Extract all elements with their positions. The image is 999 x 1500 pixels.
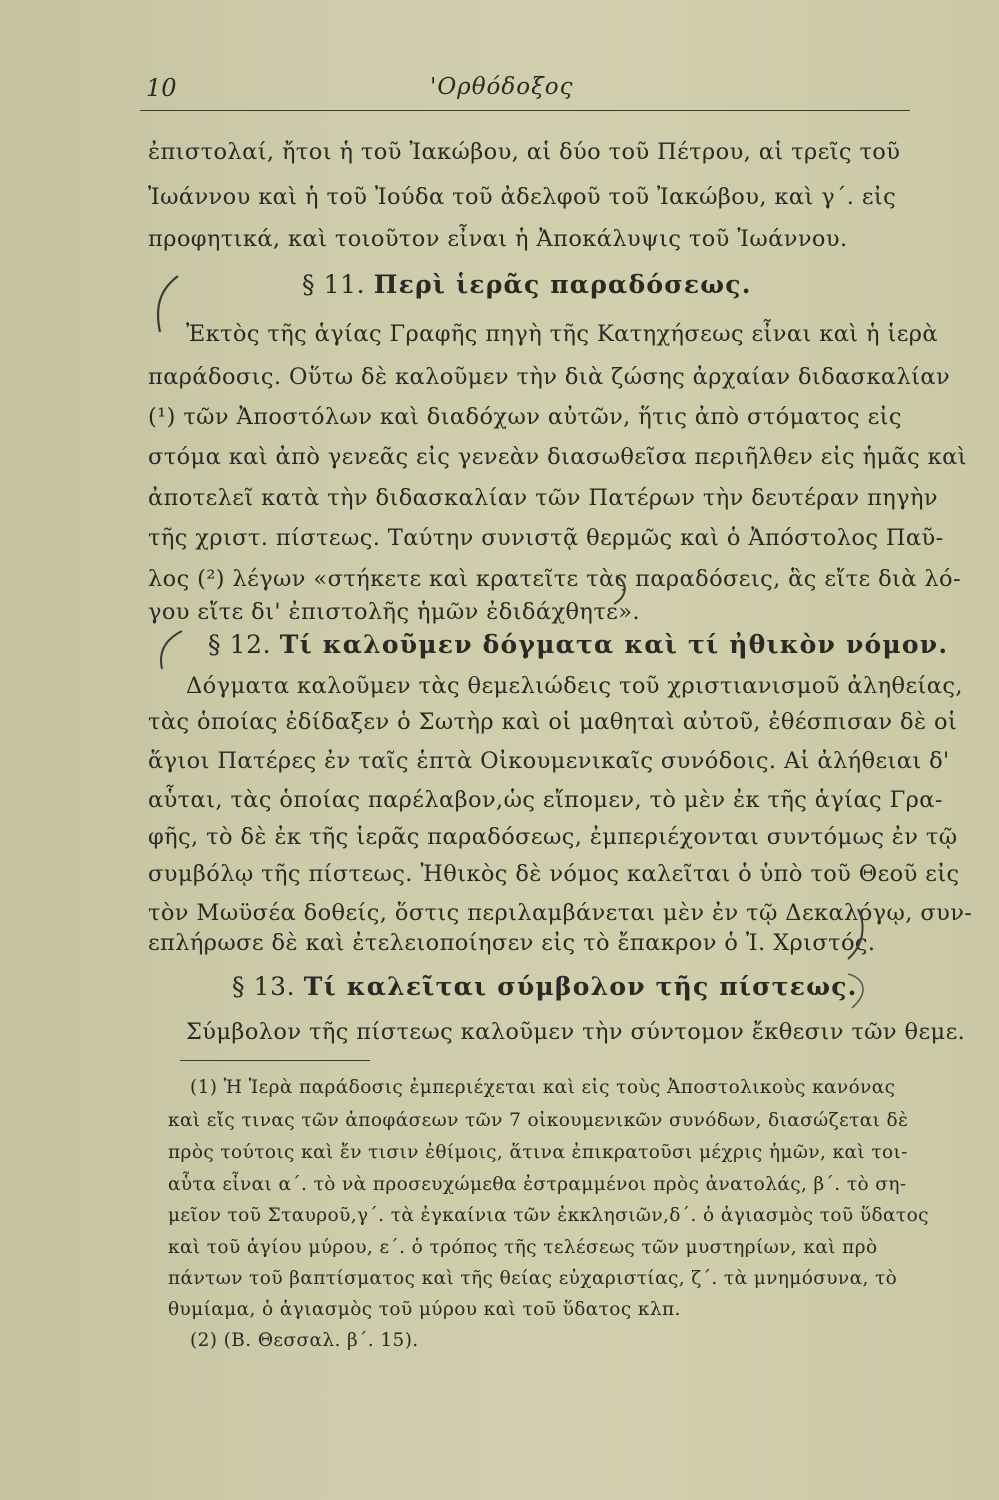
footnote-line: μεῖον τοῦ Σταυροῦ,γ΄. τὰ ἐγκαίνια τῶν ἐκκλησιῶν,δ΄. ὁ ἁγιασμὸς τοῦ ὕδατος: [168, 1205, 929, 1226]
text-line: Σύμβολον τῆς πίστεως καλοῦμεν τὴν σύντομον ἔκθεσιν τῶν θεμε.: [186, 1019, 966, 1045]
text-line: Ἐκτὸς τῆς ἁγίας Γραφῆς πηγὴ τῆς Κατηχήσεως εἶναι καὶ ἡ ἱερὰ: [186, 321, 938, 347]
section-title: Τί καλεῖται σύμβολον τῆς πίστεως.: [303, 972, 858, 1001]
section-number: § 12.: [208, 630, 272, 659]
text-line: φῆς, τὸ δὲ ἐκ τῆς ἱερᾶς παραδόσεως, ἐμπεριέχονται συντόμως ἐν τῷ: [148, 824, 958, 850]
footnote-line: θυμίαμα, ὁ ἁγιασμὸς τοῦ μύρου καὶ τοῦ ὕδατος κλπ.: [168, 1299, 681, 1320]
section-number: § 11.: [302, 270, 366, 299]
section-heading-13: [232, 972, 858, 1001]
text-line: ἅγιοι Πατέρες ἐν ταῖς ἑπτὰ Οἰκουμενικαῖς συνόδοις. Αἱ ἀλήθειαι δ': [148, 748, 950, 774]
text-line: τὰς ὁποίας ἐδίδαξεν ὁ Σωτὴρ καὶ οἱ μαθηταὶ αὐτοῦ, ἐθέσπισαν δὲ οἱ: [148, 709, 958, 735]
text-line: Ἰωάννου καὶ ἡ τοῦ Ἰούδα τοῦ ἀδελφοῦ τοῦ Ἰακώβου, καὶ γ΄. εἰς: [148, 184, 897, 210]
footnote-line: αὗτα εἶναι α΄. τὸ νὰ προσευχώμεθα ἐστραμμένοι πρὸς ἀνατολάς, β΄. τὸ ση-: [168, 1174, 907, 1195]
footnote-line: καὶ εἴς τινας τῶν ἀποφάσεων τῶν 7 οἰκουμενικῶν συνόδων, διασώζεται δὲ: [168, 1110, 909, 1131]
text-line: ἀποτελεῖ κατὰ τὴν διδασκαλίαν τῶν Πατέρων τὴν δευτέραν πηγὴν: [148, 485, 938, 511]
footnote-separator: [180, 1060, 370, 1061]
text-line: λος (²) λέγων «στήκετε καὶ κρατεῖτε τὰς παραδόσεις, ἃς εἴτε διὰ λό-: [148, 566, 961, 592]
page-header: [140, 70, 910, 111]
section-heading-12: [208, 630, 948, 659]
section-title: Τί καλοῦμεν δόγματα καὶ τί ἠθικὸν νόμον.: [279, 630, 949, 659]
footnote-line: πάντων τοῦ βαπτίσματος καὶ τῆς θείας εὐχαριστίας, ζ΄. τὰ μνημόσυνα, τὸ: [168, 1268, 898, 1289]
text-line: ἐπιστολαί, ἤτοι ἡ τοῦ Ἰακώβου, αἱ δύο τοῦ Πέτρου, αἱ τρεῖς τοῦ: [148, 139, 901, 165]
handwritten-close-mark: [842, 968, 876, 1014]
text-line: (¹) τῶν Ἀποστόλων καὶ διαδόχων αὐτῶν, ἥτις ἀπὸ στόματος εἰς: [148, 404, 902, 430]
text-line: επλήρωσε δὲ καὶ ἐτελειοποίησεν εἰς τὸ ἔπακρον ὁ Ἰ. Χριστός.: [148, 930, 876, 956]
footnote-line: (2) (Β. Θεσσαλ. β΄. 15).: [190, 1330, 419, 1351]
running-title: 'Ορθόδοξος: [430, 74, 574, 100]
footnote-line: πρὸς τούτοις καὶ ἔν τισιν ἐθίμοις, ἅτινα ἐπικρατοῦσι μέχρις ἡμῶν, καὶ τοι-: [168, 1142, 908, 1163]
text-line: στόμα καὶ ἀπὸ γενεᾶς εἰς γενεὰν διασωθεῖσα περιῆλθεν εἰς ἡμᾶς καὶ: [148, 444, 967, 470]
text-line: συμβόλῳ τῆς πίστεως. Ἠθικὸς δὲ νόμος καλεῖται ὁ ὑπὸ τοῦ Θεοῦ εἰς: [148, 861, 960, 887]
handwritten-bracket-mark: [148, 270, 188, 340]
text-line: αὗται, τὰς ὁποίας παρέλαβον,ὡς εἴπομεν, τὸ μὲν ἐκ τῆς ἁγίας Γρα-: [148, 787, 943, 813]
handwritten-close-mark: [840, 905, 870, 965]
section-heading-11: [302, 270, 752, 299]
handwritten-bracket-mark: [148, 625, 188, 675]
section-title: Περὶ ἱερᾶς παραδόσεως.: [373, 270, 752, 299]
handwritten-close-mark: [610, 570, 634, 610]
footnote-line: (1) Ἡ Ἱερὰ παράδοσις ἐμπεριέχεται καὶ εἰς τοὺς Ἀποστολικοὺς κανόνας: [190, 1077, 896, 1098]
text-line: τὸν Μωϋσέα δοθείς, ὅστις περιλαμβάνεται μὲν ἐν τῷ Δεκαλόγῳ, συν-: [148, 900, 973, 926]
section-number: § 13.: [232, 972, 296, 1001]
page-number: 10: [146, 74, 177, 102]
text-line: παράδοσις. Οὕτω δὲ καλοῦμεν τὴν διὰ ζώσης ἀρχαίαν διδασκαλίαν: [148, 364, 951, 390]
text-line: Δόγματα καλοῦμεν τὰς θεμελιώδεις τοῦ χριστιανισμοῦ ἀληθείας,: [186, 673, 963, 699]
text-line: προφητικά, καὶ τοιοῦτον εἶναι ἡ Ἀποκάλυψις τοῦ Ἰωάννου.: [148, 226, 848, 252]
text-line: γου εἴτε δι' ἐπιστολῆς ἡμῶν ἐδιδάχθητε».: [148, 599, 640, 625]
footnote-line: καὶ τοῦ ἁγίου μύρου, ε΄. ὁ τρόπος τῆς τελέσεως τῶν μυστηρίων, καὶ πρὸ: [168, 1237, 878, 1258]
text-line: τῆς χριστ. πίστεως. Ταύτην συνιστᾷ θερμῶς καὶ ὁ Ἀπόστολος Παῦ-: [148, 525, 944, 551]
